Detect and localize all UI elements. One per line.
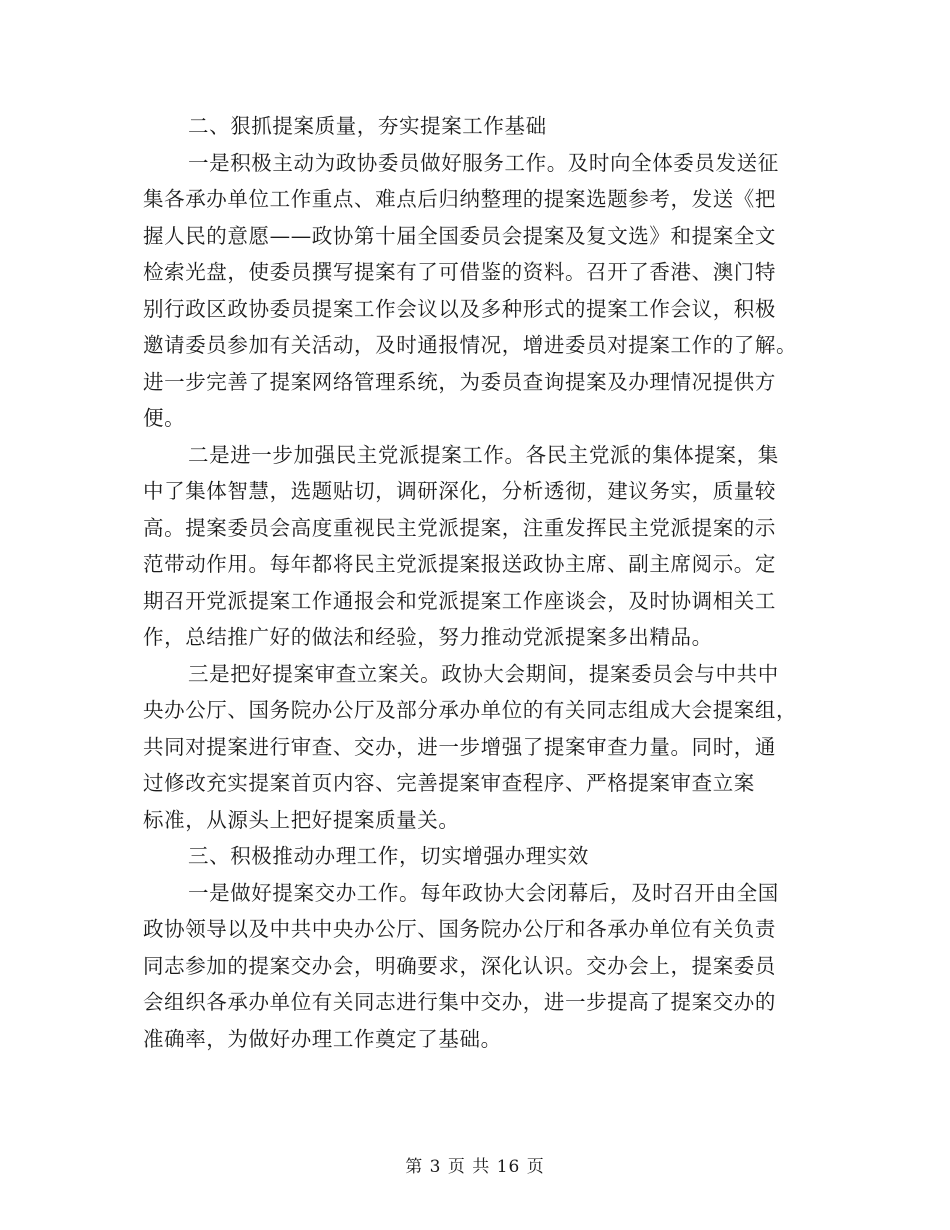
- paragraph-line: 检索光盘，使委员撰写提案有了可借鉴的资料。召开了香港、澳门特: [143, 260, 776, 284]
- paragraph-line: 三是把好提案审查立案关。政协大会期间，提案委员会与中共中: [188, 661, 779, 686]
- paragraph-line: 一是积极主动为政协委员做好服务工作。及时向全体委员发送征: [188, 150, 779, 175]
- paragraph-line: 高。提案委员会高度重视民主党派提案，注重发挥民主党派提案的示: [143, 515, 776, 540]
- paragraph-line: 期召开党派提案工作通报会和党派提案工作座谈会，及时协调相关工: [143, 588, 776, 613]
- paragraph-line: 央办公厅、国务院办公厅及部分承办单位的有关同志组成大会提案组，: [143, 698, 798, 722]
- paragraph-line: 范带动作用。每年都将民主党派提案报送政协主席、副主席阅示。定: [143, 552, 776, 576]
- paragraph-line: 政协领导以及中共中央办公厅、国务院办公厅和各承办单位有关负责: [143, 917, 776, 941]
- paragraph-line: 过修改充实提案首页内容、完善提案审查程序、严格提案审查立案: [143, 771, 755, 795]
- page-number-footer: 第 3 页 共 16 页: [405, 1157, 545, 1177]
- paragraph-line: 一是做好提案交办工作。每年政协大会闭幕后，及时召开由全国: [188, 880, 779, 905]
- section-heading: 三、积极推动办理工作，切实增强办理实效: [188, 844, 589, 868]
- paragraph-line: 准确率，为做好办理工作奠定了基础。: [143, 1026, 502, 1051]
- document-body: [143, 108, 807, 1057]
- paragraph-line: 别行政区政协委员提案工作会议以及多种形式的提案工作会议，积极: [143, 296, 776, 321]
- paragraph-line: 共同对提案进行审查、交办，进一步增强了提案审查力量。同时，通: [143, 734, 776, 759]
- paragraph-line: 进一步完善了提案网络管理系统，为委员查询提案及办理情况提供方: [143, 369, 776, 394]
- paragraph-line: 中了集体智慧，选题贴切，调研深化，分析透彻，建议务实，质量较: [143, 479, 776, 503]
- paragraph-line: 邀请委员参加有关活动，及时通报情况，增进委员对提案工作的了解。: [143, 333, 798, 357]
- paragraph-line: 作，总结推广好的做法和经验，努力推动党派提案多出精品。: [143, 625, 713, 649]
- paragraph-line: 二是进一步加强民主党派提案工作。各民主党派的集体提案，集: [188, 442, 779, 467]
- section-heading: 二、狠抓提案质量，夯实提案工作基础: [188, 114, 547, 138]
- paragraph-line: 集各承办单位工作重点、难点后归纳整理的提案选题参考，发送《把: [143, 187, 776, 211]
- paragraph-line: 会组织各承办单位有关同志进行集中交办，进一步提高了提案交办的: [143, 990, 776, 1014]
- paragraph-line: 握人民的意愿——政协第十届全国委员会提案及复文选》和提案全文: [143, 223, 776, 248]
- paragraph-line: 便。: [143, 406, 186, 430]
- paragraph-line: 标准，从源头上把好提案质量关。: [143, 807, 460, 832]
- paragraph-line: 同志参加的提案交办会，明确要求，深化认识。交办会上，提案委员: [143, 953, 776, 978]
